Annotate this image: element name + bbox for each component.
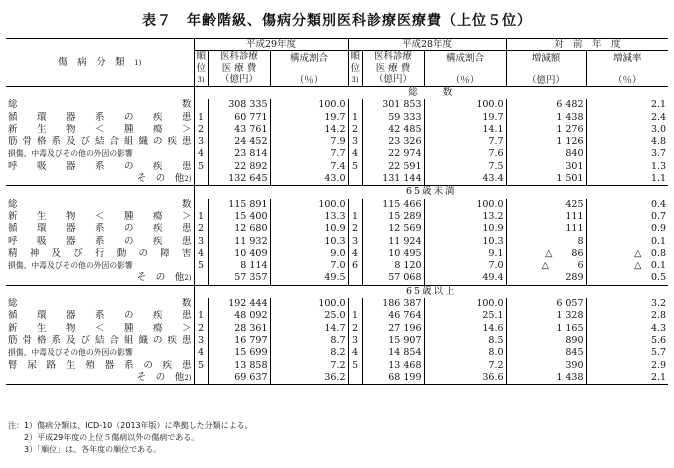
cost-28: 15 289	[362, 211, 424, 223]
table-row	[6, 124, 668, 136]
increase-amount: 1 438	[506, 372, 586, 385]
increase-rate: 2.1	[586, 99, 668, 111]
rank-28: 1	[348, 112, 362, 124]
footnotes	[8, 420, 253, 456]
cost-28: 27 196	[362, 323, 424, 335]
rank-28: 3	[348, 136, 362, 148]
section-spacer	[6, 285, 194, 298]
cost-29: 43 761	[208, 124, 270, 136]
table-row	[6, 310, 668, 322]
rank-29: 3	[194, 335, 208, 347]
increase-amount: 840	[506, 148, 586, 160]
increase-rate: 0.7	[586, 211, 668, 223]
row-category	[6, 223, 194, 235]
category-label: 新生物＜腫瘍＞	[8, 210, 192, 222]
header-h28: 平成28年度	[348, 39, 506, 51]
header-cost-29: 医科診療	[208, 51, 270, 63]
share-28: 14.6	[424, 323, 506, 335]
rank-28: 4	[348, 148, 362, 160]
table-row	[6, 223, 668, 235]
increase-amount: 1 501	[506, 173, 586, 186]
rank-28: 6	[348, 260, 362, 272]
row-category	[6, 236, 194, 248]
cost-29: 48 092	[208, 310, 270, 322]
increase-rate: 2.9	[586, 360, 668, 372]
table-row	[6, 136, 668, 148]
increase-amount: 6 482	[506, 99, 586, 111]
cost-29: 192 444	[208, 298, 270, 310]
rank-29	[194, 173, 208, 186]
rank-29	[194, 199, 208, 211]
cost-29: 23 814	[208, 148, 270, 160]
category-note: 2)	[184, 175, 192, 184]
page-title: 表７ 年齢階級、傷病分類別医科診療医療費（上位５位）	[142, 13, 532, 29]
rank-29: 3	[194, 136, 208, 148]
category-label: 呼吸器系の疾患	[8, 235, 192, 247]
cost-28: 22 591	[362, 161, 424, 173]
share-29: 10.9	[270, 223, 348, 235]
row-category	[6, 323, 194, 335]
increase-rate: △ 0.8	[586, 248, 668, 260]
row-category	[6, 124, 194, 136]
increase-rate: 4.8	[586, 136, 668, 148]
rank-28: 5	[348, 360, 362, 372]
increase-rate: 5.6	[586, 335, 668, 347]
category-label: 筋骨格系及び結合組織の疾患	[8, 334, 192, 346]
cost-28: 11 924	[362, 236, 424, 248]
cost-29: 10 409	[208, 248, 270, 260]
increase-rate: △ 0.1	[586, 260, 668, 272]
category-label: 循環器系の疾患	[8, 223, 192, 235]
increase-rate: 1.1	[586, 173, 668, 186]
increase-amount: 425	[506, 199, 586, 211]
cost-29: 132 645	[208, 173, 270, 186]
increase-rate: 3.0	[586, 124, 668, 136]
rank-29: 3	[194, 236, 208, 248]
cost-28: 57 068	[362, 272, 424, 285]
category-label: 循環器系の疾患	[8, 310, 192, 322]
category-label: 循環器系の疾患	[8, 111, 192, 123]
rank-28: 4	[348, 347, 362, 359]
cost-29: 15 699	[208, 347, 270, 359]
category-note: 2)	[184, 373, 192, 382]
share-28: 13.2	[424, 211, 506, 223]
increase-rate: 3.2	[586, 298, 668, 310]
row-category	[6, 248, 194, 260]
table-row	[6, 347, 668, 359]
header-share-29: 構成割合 （％）	[270, 51, 348, 87]
row-category	[6, 335, 194, 347]
cost-28: 115 466	[362, 199, 424, 211]
increase-amount: 1 276	[506, 124, 586, 136]
table-row	[6, 260, 668, 272]
share-28: 8.0	[424, 347, 506, 359]
share-29: 8.7	[270, 335, 348, 347]
rank-28	[348, 199, 362, 211]
row-category	[6, 372, 194, 385]
cost-29: 8 114	[208, 260, 270, 272]
section-label: 総 数	[194, 87, 668, 100]
row-category	[6, 99, 194, 111]
share-29: 14.2	[270, 124, 348, 136]
increase-amount: 1 438	[506, 112, 586, 124]
cost-28: 46 764	[362, 310, 424, 322]
share-29: 100.0	[270, 99, 348, 111]
increase-amount: 1 165	[506, 323, 586, 335]
category-note: 2)	[184, 274, 192, 283]
header-share-28: 構成割合 （％）	[424, 51, 506, 87]
share-29: 19.7	[270, 112, 348, 124]
rank-29: 4	[194, 148, 208, 160]
row-category	[6, 260, 194, 272]
cost-28: 22 974	[362, 148, 424, 160]
share-28: 19.7	[424, 112, 506, 124]
rank-29	[194, 272, 208, 285]
share-29: 7.0	[270, 260, 348, 272]
share-29: 9.0	[270, 248, 348, 260]
header-rank-29: 順	[194, 51, 208, 63]
share-28: 36.6	[424, 372, 506, 385]
cost-28: 14 854	[362, 347, 424, 359]
header-rank-28: 順	[348, 51, 362, 63]
cost-28: 68 199	[362, 372, 424, 385]
cost-29: 12 680	[208, 223, 270, 235]
table-row	[6, 372, 668, 385]
header-compare: 対 前 年 度	[506, 39, 668, 51]
table-row	[6, 199, 668, 211]
increase-amount: 8	[506, 236, 586, 248]
section-spacer	[6, 87, 194, 100]
share-28: 100.0	[424, 199, 506, 211]
increase-amount: 890	[506, 335, 586, 347]
table-row	[6, 323, 668, 335]
header-category: 傷 病 分 類 1)	[6, 39, 194, 87]
row-category	[6, 298, 194, 310]
rank-28: 2	[348, 323, 362, 335]
cost-28: 12 569	[362, 223, 424, 235]
increase-amount: 289	[506, 272, 586, 285]
header-cost-28-b: 医 療 費 （億円）	[362, 62, 424, 86]
section-header-row	[6, 285, 668, 298]
share-29: 43.0	[270, 173, 348, 186]
increase-rate: 0.1	[586, 236, 668, 248]
rank-29: 1	[194, 310, 208, 322]
category-label: そ の 他	[136, 272, 185, 284]
category-label: 総 数	[8, 198, 192, 210]
share-28: 100.0	[424, 99, 506, 111]
cost-29: 57 357	[208, 272, 270, 285]
cost-28: 8 120	[362, 260, 424, 272]
rank-29: 2	[194, 223, 208, 235]
increase-amount: 111	[506, 223, 586, 235]
category-label: 精神及び行動の障害	[8, 247, 192, 259]
increase-amount: 111	[506, 211, 586, 223]
row-category	[6, 211, 194, 223]
category-label: 新生物＜腫瘍＞	[8, 123, 192, 135]
increase-rate: 2.1	[586, 372, 668, 385]
cost-29: 308 335	[208, 99, 270, 111]
row-category	[6, 173, 194, 186]
rank-28	[348, 99, 362, 111]
cost-29: 15 400	[208, 211, 270, 223]
share-28: 7.2	[424, 360, 506, 372]
cost-28: 10 495	[362, 248, 424, 260]
section-header-row	[6, 186, 668, 199]
header-rank-28-b: 位 3)	[348, 62, 362, 86]
category-label: 腎尿路生殖器系の疾患	[8, 359, 192, 371]
increase-amount: 845	[506, 347, 586, 359]
share-29: 7.9	[270, 136, 348, 148]
row-category	[6, 347, 194, 359]
share-28: 9.1	[424, 248, 506, 260]
rank-28	[348, 372, 362, 385]
rank-28: 2	[348, 124, 362, 136]
rank-29: 4	[194, 347, 208, 359]
rank-29: 2	[194, 124, 208, 136]
rank-29	[194, 99, 208, 111]
row-category	[6, 199, 194, 211]
cost-28: 301 853	[362, 99, 424, 111]
table-row	[6, 236, 668, 248]
increase-rate: 3.7	[586, 148, 668, 160]
row-category	[6, 148, 194, 160]
increase-amount: 6 057	[506, 298, 586, 310]
rank-28: 3	[348, 335, 362, 347]
cost-28: 131 144	[362, 173, 424, 186]
share-28: 25.1	[424, 310, 506, 322]
rank-28: 1	[348, 211, 362, 223]
category-label: そ の 他	[136, 173, 185, 185]
cost-29: 69 637	[208, 372, 270, 385]
row-category	[6, 161, 194, 173]
cost-29: 28 361	[208, 323, 270, 335]
rank-28: 4	[348, 248, 362, 260]
increase-rate: 1.3	[586, 161, 668, 173]
rank-28: 1	[348, 310, 362, 322]
section-label: 65歳未満	[194, 186, 668, 199]
increase-rate: 0.4	[586, 199, 668, 211]
row-category	[6, 136, 194, 148]
cost-29: 13 858	[208, 360, 270, 372]
share-28: 14.1	[424, 124, 506, 136]
share-28: 10.9	[424, 223, 506, 235]
cost-29: 24 452	[208, 136, 270, 148]
increase-rate: 2.8	[586, 310, 668, 322]
cost-28: 15 907	[362, 335, 424, 347]
category-label: 呼吸器系の疾患	[8, 160, 192, 172]
table-row	[6, 360, 668, 372]
cost-29: 115 891	[208, 199, 270, 211]
share-28: 8.5	[424, 335, 506, 347]
share-28: 7.6	[424, 148, 506, 160]
table-row	[6, 112, 668, 124]
table-body	[6, 87, 668, 385]
table-row	[6, 148, 668, 160]
cost-28: 59 333	[362, 112, 424, 124]
cost-29: 60 771	[208, 112, 270, 124]
increase-rate: 4.3	[586, 323, 668, 335]
increase-amount: 390	[506, 360, 586, 372]
increase-amount: △ 86	[506, 248, 586, 260]
header-h29: 平成29年度	[194, 39, 348, 51]
increase-rate: 2.4	[586, 112, 668, 124]
table-row	[6, 298, 668, 310]
rank-28: 3	[348, 236, 362, 248]
rank-29: 5	[194, 161, 208, 173]
share-29: 7.2	[270, 360, 348, 372]
footnote-1: 注：1）傷病分類は、ICD-10（2013年版）に準拠した分類による。	[8, 421, 253, 430]
share-29: 7.4	[270, 161, 348, 173]
share-29: 10.3	[270, 236, 348, 248]
share-29: 36.2	[270, 372, 348, 385]
category-label: 損傷、中毒及びその他の外因の影響	[8, 348, 133, 358]
share-29: 14.7	[270, 323, 348, 335]
share-29: 100.0	[270, 298, 348, 310]
table-row	[6, 248, 668, 260]
share-28: 7.7	[424, 136, 506, 148]
share-29: 13.3	[270, 211, 348, 223]
rank-29: 2	[194, 323, 208, 335]
rank-29: 1	[194, 211, 208, 223]
table-row	[6, 211, 668, 223]
category-label: 新生物＜腫瘍＞	[8, 322, 192, 334]
cost-29: 22 892	[208, 161, 270, 173]
cost-28: 42 485	[362, 124, 424, 136]
row-category	[6, 272, 194, 285]
rank-29: 1	[194, 112, 208, 124]
header-increase: 増減額 （億円）	[506, 51, 586, 87]
cost-29: 16 797	[208, 335, 270, 347]
share-28: 7.0	[424, 260, 506, 272]
section-label: 65歳以上	[194, 285, 668, 298]
table-row	[6, 173, 668, 186]
increase-amount: △ 6	[506, 260, 586, 272]
cost-28: 13 468	[362, 360, 424, 372]
header-cost-29-b: 医 療 費 （億円）	[208, 62, 270, 86]
header-rank-29-b: 位 3)	[194, 62, 208, 86]
category-label: 損傷、中毒及びその他の外因の影響	[8, 149, 133, 159]
cost-29: 11 932	[208, 236, 270, 248]
share-29: 7.7	[270, 148, 348, 160]
header-cost-28: 医科診療	[362, 51, 424, 63]
category-label: 損傷、中毒及びその他の外因の影響	[8, 261, 133, 271]
rank-29: 5	[194, 360, 208, 372]
footnote-2: 2）平成29年度の上位５傷病以外の傷病である。	[8, 433, 200, 442]
category-label: 総 数	[8, 298, 192, 310]
rank-29	[194, 372, 208, 385]
share-28: 100.0	[424, 298, 506, 310]
section-header-row	[6, 87, 668, 100]
rank-29: 4	[194, 248, 208, 260]
share-28: 49.4	[424, 272, 506, 285]
row-category	[6, 360, 194, 372]
table-row	[6, 161, 668, 173]
category-label: 総 数	[8, 99, 192, 111]
table-row	[6, 99, 668, 111]
increase-rate: 0.5	[586, 272, 668, 285]
row-category	[6, 112, 194, 124]
category-label: 筋骨格系及び結合組織の疾患	[8, 136, 192, 148]
rank-28: 5	[348, 161, 362, 173]
table-row	[6, 272, 668, 285]
share-29: 100.0	[270, 199, 348, 211]
row-category	[6, 310, 194, 322]
increase-amount: 1 126	[506, 136, 586, 148]
category-label: そ の 他	[136, 371, 185, 383]
share-28: 10.3	[424, 236, 506, 248]
rank-28	[348, 272, 362, 285]
footnote-3: 3）「順位」は、各年度の順位である。	[8, 445, 162, 454]
section-spacer	[6, 186, 194, 199]
share-29: 49.5	[270, 272, 348, 285]
header-rate: 増減率 （％）	[586, 51, 668, 87]
rank-28	[348, 173, 362, 186]
table-row	[6, 335, 668, 347]
increase-amount: 301	[506, 161, 586, 173]
rank-28	[348, 298, 362, 310]
medical-cost-table	[6, 38, 668, 385]
increase-rate: 0.9	[586, 223, 668, 235]
share-29: 25.0	[270, 310, 348, 322]
cost-28: 23 326	[362, 136, 424, 148]
increase-amount: 1 328	[506, 310, 586, 322]
rank-29: 5	[194, 260, 208, 272]
increase-rate: 5.7	[586, 347, 668, 359]
rank-29	[194, 298, 208, 310]
rank-28: 2	[348, 223, 362, 235]
cost-28: 186 387	[362, 298, 424, 310]
share-28: 7.5	[424, 161, 506, 173]
share-28: 43.4	[424, 173, 506, 186]
share-29: 8.2	[270, 347, 348, 359]
